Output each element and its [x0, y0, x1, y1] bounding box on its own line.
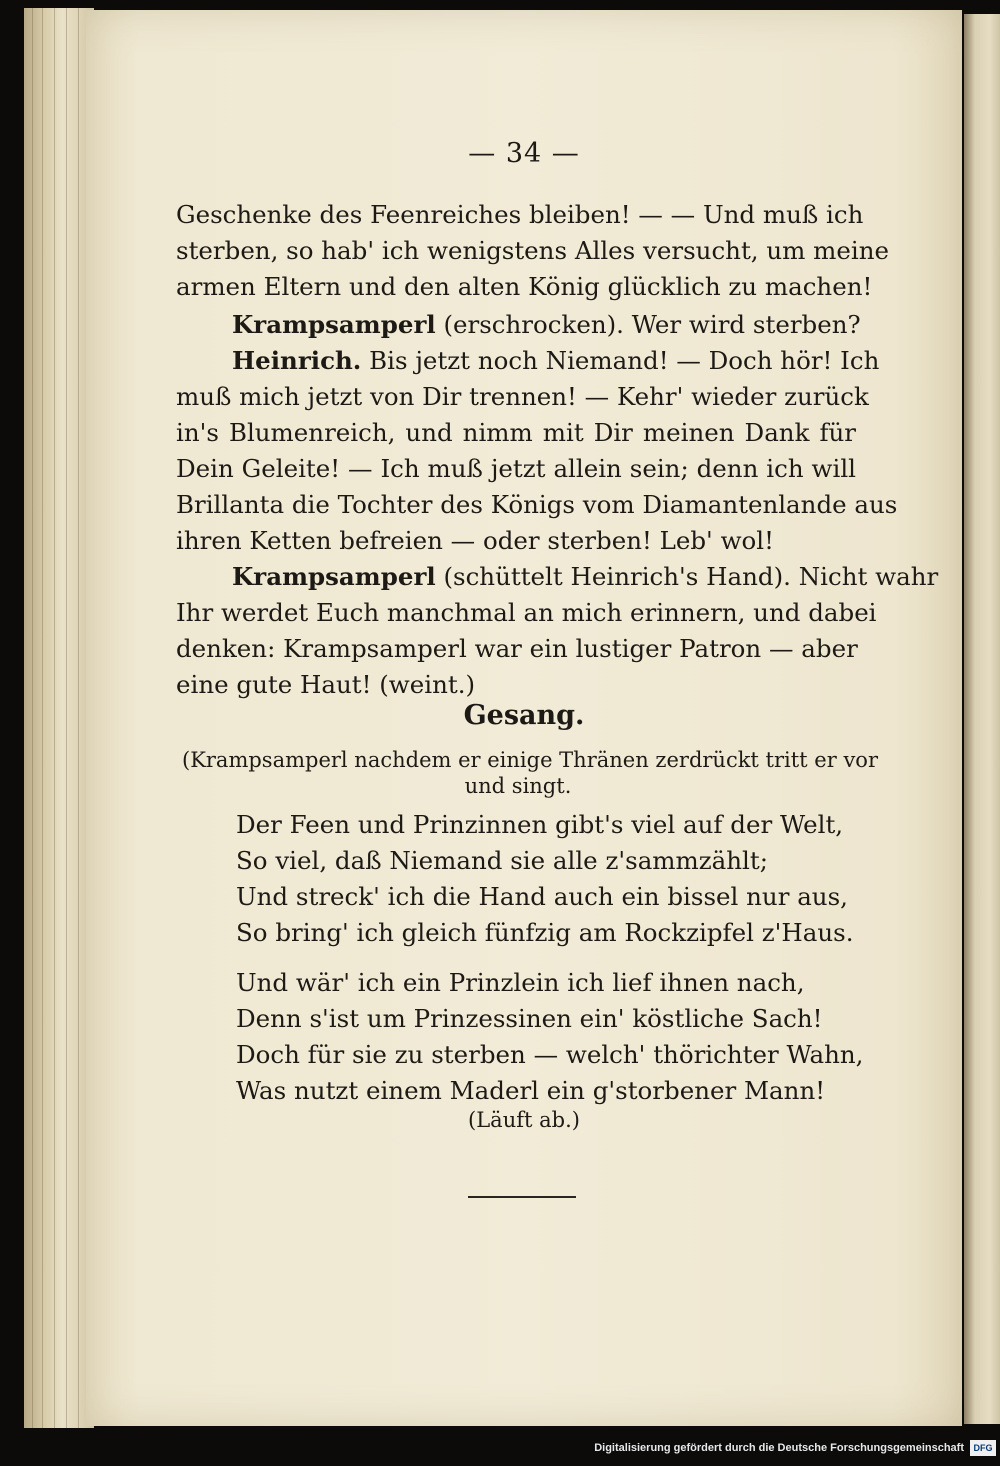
prose-line: Krampsamperl (erschrocken). Wer wird sterben?	[232, 310, 861, 339]
verse-line: Denn s'ist um Prinzessinen ein' köstliche Sach!	[236, 1004, 823, 1033]
song-heading: Gesang.	[463, 700, 585, 731]
prose-line: Krampsamperl (schüttelt Heinrich's Hand). Nicht wahr	[232, 562, 939, 591]
prose-line: sterben, so hab' ich wenigstens Alles versucht, um meine	[176, 236, 890, 265]
prose-line: ihren Ketten befreien — oder sterben! Leb' wol!	[176, 526, 774, 555]
verse-line: Und wär' ich ein Prinzlein ich lief ihnen nach,	[236, 968, 805, 997]
prose-line: muß mich jetzt von Dir trennen! — Kehr' wieder zurück	[176, 382, 869, 411]
stage-direction: (Krampsamperl nachdem er einige Thränen zerdrückt tritt er vor	[182, 748, 878, 772]
stage-exit: (Läuft ab.)	[468, 1108, 580, 1132]
prose-line: eine gute Haut! (weint.)	[176, 670, 476, 699]
verse-line: Der Feen und Prinzinnen gibt's viel auf der Welt,	[236, 810, 844, 839]
book-edge	[24, 8, 94, 1428]
verse-line: Und streck' ich die Hand auch ein bissel nur aus,	[236, 882, 848, 911]
closing-rule	[468, 1196, 576, 1198]
speaker-name: Krampsamperl	[232, 562, 436, 591]
dfg-logo: DFG	[970, 1440, 996, 1456]
prose-line: Brillanta die Tochter des Königs vom Diamantenlande aus	[176, 490, 898, 519]
prose-line: denken: Krampsamperl war ein lustiger Patron — aber	[176, 634, 858, 663]
book-page	[86, 10, 962, 1426]
prose-line: Geschenke des Feenreiches bleiben! — — Und muß ich	[176, 200, 864, 229]
verse-line: Was nutzt einem Maderl ein g'storbener Mann!	[236, 1076, 826, 1105]
verse-line: So viel, daß Niemand sie alle z'sammzählt;	[236, 846, 768, 875]
speaker-name: Heinrich.	[232, 346, 362, 375]
footer-credit: Digitalisierung gefördert durch die Deutsche Forschungsgemeinschaft	[594, 1442, 964, 1454]
prose-line: Heinrich. Bis jetzt noch Niemand! — Doch hör! Ich	[232, 346, 880, 375]
verse-line: So bring' ich gleich fünfzig am Rockzipfel z'Haus.	[236, 918, 854, 947]
prose-line: armen Eltern und den alten König glücklich zu machen!	[176, 272, 873, 301]
prose-line: Ihr werdet Euch manchmal an mich erinnern, und dabei	[176, 598, 877, 627]
page-number: — 34 —	[468, 138, 580, 169]
next-page-edge	[964, 14, 1000, 1424]
speaker-name: Krampsamperl	[232, 310, 436, 339]
prose-line: Dein Geleite! — Ich muß jetzt allein sein; denn ich will	[176, 454, 856, 483]
stage-direction: und singt.	[464, 774, 572, 798]
prose-line: in's Blumenreich, und nimm mit Dir meinen Dank für	[176, 418, 856, 447]
verse-line: Doch für sie zu sterben — welch' thörichter Wahn,	[236, 1040, 864, 1069]
